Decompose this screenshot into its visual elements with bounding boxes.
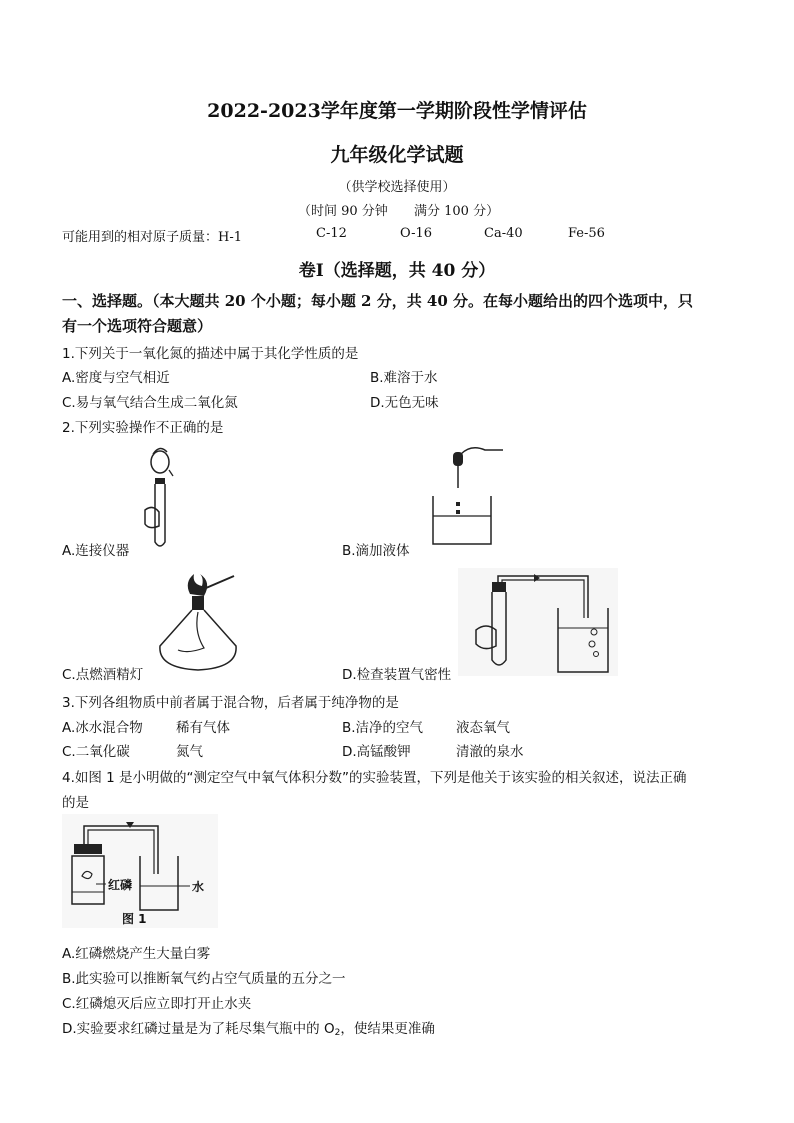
q2-option-b: B.滴加液体	[342, 543, 410, 559]
q2-figure-a	[135, 442, 185, 554]
q2-option-d: D.检查装置气密性	[342, 667, 452, 683]
q3-option-c-second: 氮气	[176, 744, 203, 760]
time-limit: （时间 90 分钟	[298, 204, 388, 219]
q3-option-d-first: D.高锰酸钾	[342, 744, 411, 760]
q2-option-a: A.连接仪器	[62, 543, 130, 559]
exam-subtitle: 九年级化学试题	[330, 144, 464, 166]
section-title: 卷Ⅰ（选择题，共 40 分）	[298, 261, 496, 281]
q3-option-b-first: B.洁净的空气	[342, 720, 424, 736]
q4-option-d-text: D.实验要求红磷过量是为了耗尽集气瓶中的 O	[62, 1021, 335, 1037]
atomic-mass-ca: Ca-40	[484, 226, 523, 241]
q2-figure-d	[458, 568, 618, 676]
q2-figure-c	[150, 572, 250, 682]
q4-figure-water-label: 水	[192, 880, 205, 894]
q4-option-d	[62, 1017, 435, 1038]
q4-stem-line2: 的是	[62, 795, 89, 811]
q4-option-c: C.红磷熄灭后应立即打开止水夹	[62, 996, 252, 1012]
q3-option-d-second: 清澈的泉水	[456, 744, 524, 760]
q1-stem: 1.下列关于一氧化氮的描述中属于其化学性质的是	[62, 346, 359, 362]
q1-option-a: A.密度与空气相近	[62, 370, 170, 386]
atomic-mass-label: 可能用到的相对原子质量：H-1	[62, 230, 243, 245]
atomic-mass-fe: Fe-56	[568, 226, 605, 241]
q2-figure-b	[425, 442, 505, 552]
q4-stem-line1: 4.如图 1 是小明做的“测定空气中氧气体积分数”的实验装置，下列是他关于该实验的相关叙述，说法正确	[62, 770, 687, 786]
q3-option-a-second: 稀有气体	[176, 720, 230, 736]
full-score: 满分 100 分）	[414, 204, 500, 219]
q4-figure-red-phosphorus-label: 红磷	[108, 878, 133, 892]
q1-option-d: D.无色无味	[370, 395, 439, 411]
q2-option-c: C.点燃酒精灯	[62, 667, 144, 683]
instructions-line1: 一、选择题。（本大题共 20 个小题；每小题 2 分，共 40 分。在每小题给出的四个选项中，只	[62, 292, 694, 310]
q4-option-d-subscript: 2	[334, 1028, 341, 1038]
atomic-mass-c: C-12	[316, 226, 347, 241]
q4-option-a: A.红磷燃烧产生大量白雾	[62, 946, 211, 962]
exam-title: 2022-2023学年度第一学期阶段性学情评估	[207, 100, 587, 122]
q1-option-b: B.难溶于水	[370, 370, 438, 386]
q2-stem: 2.下列实验操作不正确的是	[62, 420, 224, 436]
q4-figure-caption: 图 1	[122, 912, 147, 926]
instructions-line2: 有一个选项符合题意）	[62, 317, 213, 335]
atomic-mass-o: O-16	[400, 226, 433, 241]
q4-option-b: B.此实验可以推断氧气约占空气质量的五分之一	[62, 971, 346, 987]
q4-option-d-text-end: ，使结果更准确	[340, 1021, 435, 1037]
q3-option-b-second: 液态氧气	[456, 720, 510, 736]
q3-stem: 3.下列各组物质中前者属于混合物，后者属于纯净物的是	[62, 695, 399, 711]
q3-option-c-first: C.二氧化碳	[62, 744, 130, 760]
q3-option-a-first: A.冰水混合物	[62, 720, 143, 736]
usage-note: （供学校选择使用）	[338, 180, 456, 195]
q1-option-c: C.易与氧气结合生成二氧化氮	[62, 395, 238, 411]
